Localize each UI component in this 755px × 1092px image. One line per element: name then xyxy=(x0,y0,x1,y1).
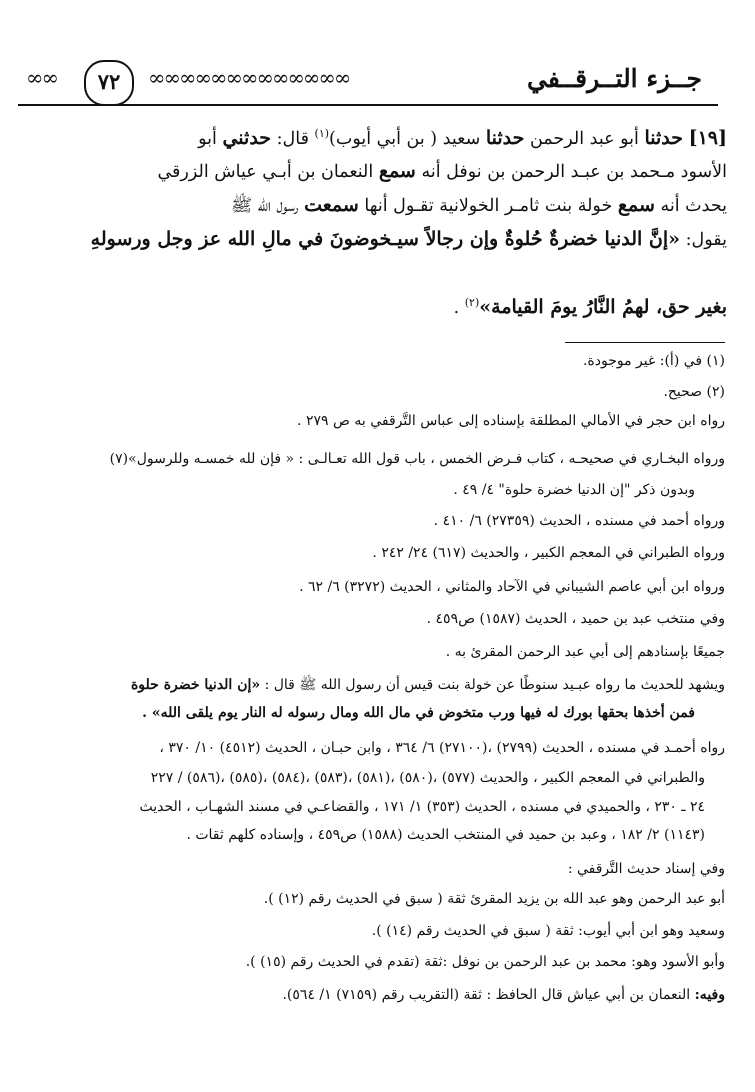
knot-ornament-long: ∞∞∞∞∞∞∞∞∞∞∞∞∞ xyxy=(148,66,350,90)
footnote-separator xyxy=(565,342,725,343)
knot-ornament-left: ∞∞ xyxy=(26,66,57,90)
footnote-line: رواه ابن حجر في الأمالي المطلقة بإسناده إلى عباس التَّرقفي به ص ٢٧٩ . xyxy=(297,413,725,429)
text-line-1: [١٩] حدثنا أبو عبد الرحمن حدثنا سعيد ( بن أبي أيوب)$^{(١)}$ قال: حدثني أبو xyxy=(198,126,727,149)
footnote-line: فمن أخذها بحقها بورك له فيها ورب متخوض في مال الله ومال رسوله له النار يوم يلقى الله» . xyxy=(142,705,695,721)
text-line-4: يقول: «إنَّ الدنيا خضرةٌ حُلوةٌ وإن رجالاً سيـخوضونَ في مالِ الله عز وجل ورسولهِ xyxy=(90,228,727,250)
footnote-line: جميعًا بإسنادهم إلى أبي عبد الرحمن المقرئ به . xyxy=(445,644,725,660)
footnote-line: ورواه ابن أبي عاصم الشيباني في الآحاد والمثاني ، الحديث (٣٢٧٢) ٦/ ٦٢ . xyxy=(299,579,725,595)
footnote-line: ويشهد للحديث ما رواه عبـيد سنوطًا عن خولة بنت قيس أن رسول الله ﷺ قال : «إن الدنيا خضرة حلوة xyxy=(130,677,725,693)
footnote-line: ورواه الطبراني في المعجم الكبير ، والحديث (٦١٧) ٢٤/ ٢٤٢ . xyxy=(372,545,725,561)
footnote-line: وسعيد وهو ابن أبي أيوب: ثقة ( سبق في الحديث رقم (١٤) ). xyxy=(371,923,725,939)
footnote-line: ٢٤ ـ ٢٣٠ ، والحميدي في مسنده ، الحديث (٣٥٣) ١/ ١٧١ ، والقضاعـي في مسند الشهـاب ، الحديث xyxy=(139,799,705,815)
footnote-line: ورواه البخـاري في صحيحـه ، كتاب فـرض الخمس ، باب قول الله تعـالـى : « فإن لله خمسـه وللرسول»(٧) xyxy=(109,451,725,467)
footnote-line: وبدون ذكر "إن الدنيا خضرة حلوة" ٤/ ٤٩ . xyxy=(453,482,695,498)
page-header xyxy=(18,60,718,108)
footnote-line: (٢) صحيح. xyxy=(663,384,725,400)
running-title: جــزء التــرقــفي xyxy=(527,64,702,93)
footnote-line: رواه أحمـد في مسنده ، الحديث (٢٧٩٩) ،(٢٧١٠٠) ٦/ ٣٦٤ ، وابن حبـان ، الحديث (٤٥١٢) ١٠/ ٣٧٠ ، xyxy=(159,740,725,756)
footnote-line: (١) في (أ): غير موجودة. xyxy=(582,353,725,369)
footnote-line: وفي منتخب عبد بن حميد ، الحديث (١٥٨٧) ص٤٥٩ . xyxy=(426,611,725,627)
footnote-ref-2: (٢) xyxy=(464,296,480,309)
footnote-line: (١١٤٣) ٢/ ١٨٢ ، وعبد بن حميد في المنتخب الحديث (١٥٨٨) ص٤٥٩ ، وإسناده كلهم ثقات . xyxy=(186,827,705,843)
text-line-3: يحدث أنه سمع خولة بنت ثامـر الخولانية تقـول أنها سمعت رسول الله ﷺ xyxy=(231,194,727,216)
footnote-ref-1: (١) xyxy=(314,127,330,140)
text-line-5: بغير حق، لهمُ النَّارُ يومَ القيامة»$^{(٢)}$ . xyxy=(453,295,727,318)
footnote-line: وفيه: النعمان بن أبي عياش قال الحافظ : ثقة (التقريب رقم (٧١٥٩) ١/ ٥٦٤). xyxy=(282,987,725,1003)
footnote-line: أبو عبد الرحمن وهو عبد الله بن يزيد المقرئ ثقة ( سبق في الحديث رقم (١٢) ). xyxy=(263,891,725,907)
page-number: ٧٢ xyxy=(84,60,134,106)
footnote-line: والطبراني في المعجم الكبير ، والحديث (٥٧٧) ،(٥٨٠) ،(٥٨١) ،(٥٨٣) ،(٥٨٤) ،(٥٨٥) ،(٥٨٦) / ٢٢٧ xyxy=(150,770,705,786)
footnote-line: ورواه أحمد في مسنده ، الحديث (٢٧٣٥٩) ٦/ ٤١٠ . xyxy=(433,513,725,529)
text-line-2: الأسود مـحمد بن عبـد الرحمن بن نوفل أنه سمع النعمان بن أبـي عياش الزرقي xyxy=(157,160,727,182)
hadith-text: «إنَّ الدنيا خضرةٌ حُلوةٌ وإن رجالاً سيـخوضونَ في مالِ الله عز وجل ورسولهِ xyxy=(90,228,681,250)
footnote-line: وفي إسناد حديث التَّرقفي : xyxy=(567,861,725,877)
header-rule xyxy=(18,104,718,106)
hadith-number: [١٩] xyxy=(688,126,727,149)
footnote-line: وأبو الأسود وهو: محمد بن عبد الرحمن بن نوفل :ثقة (تقدم في الحديث رقم (١٥) ). xyxy=(245,954,725,970)
